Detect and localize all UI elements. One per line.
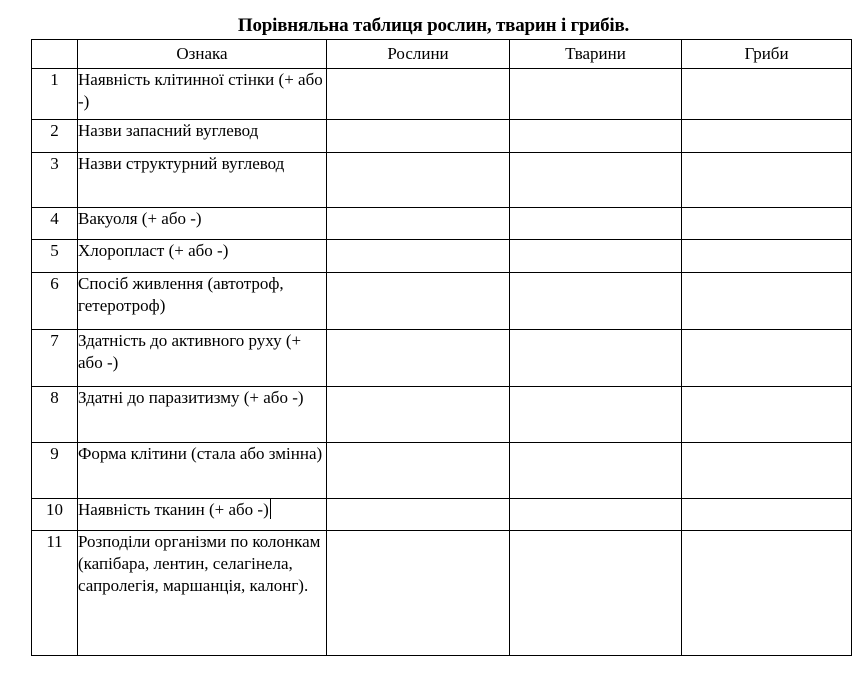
header-plants: Рослини: [327, 40, 510, 69]
cell-animals[interactable]: [510, 153, 682, 208]
row-feature: Наявність клітинної стінки (+ або -): [78, 69, 327, 120]
cell-plants[interactable]: [327, 330, 510, 387]
row-feature: Назви структурний вуглевод: [78, 153, 327, 208]
row-number: 2: [32, 120, 78, 153]
row-number: 4: [32, 208, 78, 240]
row-feature: Вакуоля (+ або -): [78, 208, 327, 240]
comparison-table: [31, 39, 852, 656]
table-row: [32, 499, 852, 531]
cell-animals[interactable]: [510, 120, 682, 153]
header-number: [32, 40, 78, 69]
header-animals: Тварини: [510, 40, 682, 69]
cell-fungi[interactable]: [682, 499, 852, 531]
table-row: [32, 208, 852, 240]
cell-animals[interactable]: [510, 208, 682, 240]
row-number: 5: [32, 240, 78, 273]
row-feature: Спосіб живлення (автотроф, гетеротроф): [78, 273, 327, 330]
cell-plants[interactable]: [327, 499, 510, 531]
row-feature: Здатні до паразитизму (+ або -): [78, 387, 327, 443]
cell-animals[interactable]: [510, 499, 682, 531]
cell-fungi[interactable]: [682, 273, 852, 330]
row-feature: Розподіли організми по колонкам (капібара, лентин, селагінела, сапролегія, маршанція, калонг).: [78, 531, 327, 656]
table-row: [32, 330, 852, 387]
cell-animals[interactable]: [510, 443, 682, 499]
text-cursor: [270, 499, 271, 519]
cell-plants[interactable]: [327, 387, 510, 443]
cell-fungi[interactable]: [682, 387, 852, 443]
table-row: [32, 240, 852, 273]
cell-fungi[interactable]: [682, 443, 852, 499]
table-header-row: [32, 40, 852, 69]
cell-fungi[interactable]: [682, 208, 852, 240]
table-row: [32, 153, 852, 208]
row-number: 7: [32, 330, 78, 387]
row-feature-text: Наявність тканин (+ або -): [78, 500, 269, 519]
row-feature: Здатність до активного руху (+ або -): [78, 330, 327, 387]
row-number: 3: [32, 153, 78, 208]
cell-fungi[interactable]: [682, 153, 852, 208]
row-number: 1: [32, 69, 78, 120]
row-feature: Форма клітини (стала або змінна): [78, 443, 327, 499]
row-feature-editing[interactable]: [78, 499, 327, 531]
cell-animals[interactable]: [510, 531, 682, 656]
cell-fungi[interactable]: [682, 330, 852, 387]
cell-plants[interactable]: [327, 531, 510, 656]
cell-fungi[interactable]: [682, 240, 852, 273]
table-row: [32, 120, 852, 153]
cell-fungi[interactable]: [682, 120, 852, 153]
row-number: 9: [32, 443, 78, 499]
row-feature: Хлоропласт (+ або -): [78, 240, 327, 273]
table-title: Порівняльна таблиця рослин, тварин і грибів.: [237, 15, 630, 36]
row-number: 11: [32, 531, 78, 656]
cell-animals[interactable]: [510, 69, 682, 120]
cell-animals[interactable]: [510, 330, 682, 387]
row-number: 10: [32, 499, 78, 531]
cell-plants[interactable]: [327, 240, 510, 273]
row-number: 8: [32, 387, 78, 443]
cell-plants[interactable]: [327, 69, 510, 120]
cell-fungi[interactable]: [682, 531, 852, 656]
table-row: [32, 443, 852, 499]
table-row: [32, 387, 852, 443]
table-row: [32, 531, 852, 656]
cell-animals[interactable]: [510, 240, 682, 273]
cell-fungi[interactable]: [682, 69, 852, 120]
table-row: [32, 273, 852, 330]
cell-plants[interactable]: [327, 120, 510, 153]
cell-plants[interactable]: [327, 273, 510, 330]
table-row: [32, 69, 852, 120]
cell-plants[interactable]: [327, 208, 510, 240]
cell-animals[interactable]: [510, 273, 682, 330]
header-feature: Ознака: [78, 40, 327, 69]
cell-plants[interactable]: [327, 153, 510, 208]
cell-plants[interactable]: [327, 443, 510, 499]
row-number: 6: [32, 273, 78, 330]
cell-animals[interactable]: [510, 387, 682, 443]
row-feature: Назви запасний вуглевод: [78, 120, 327, 153]
header-fungi: Гриби: [682, 40, 852, 69]
